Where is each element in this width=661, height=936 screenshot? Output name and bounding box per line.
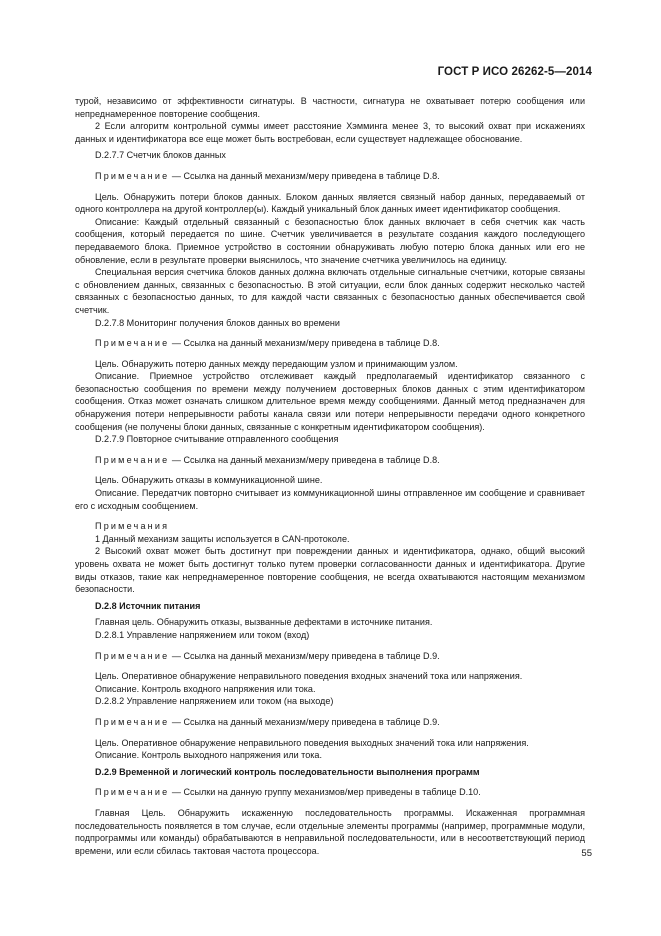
paragraph: Главная цель. Обнаружить отказы, вызванные дефектами в источнике питания. [95,617,433,628]
note-item: 2 Если алгоритм контрольной суммы имеет расстояние Хэмминга менее 3, то высокий охват при искажениях данных и идентификатора все еще может быть востребован, если существует надлежащее обоснование. [75,121,585,144]
note [75,786,585,799]
paragraph: Специальная версия счетчика блоков данных должна включать отдельные сигнальные счетчики, которые связаны с обновлением данных, связанных с безопасностью. В этой ситуации, если блок данных содержит несколько частей связанных с безопасностью данных, то для каждой части связанных с безопасностью данных обеспечивается свой счетчик. [75,267,585,315]
note-text: — Ссылка на данный механизм/меру приведена в таблице D.8. [169,338,440,349]
note [75,170,585,183]
note-text: — Ссылка на данный механизм/меру приведена в таблице D.9. [169,650,440,661]
note-label: Примечание [95,787,170,798]
subsection-heading: D.2.7.7 Счетчик блоков данных [95,150,226,161]
note-label: Примечание [95,716,170,727]
note-label: Примечание [95,454,170,465]
note-label: Примечание [95,338,170,349]
paragraph: Описание. Контроль выходного напряжения или тока. [95,750,322,761]
note-text: — Ссылка на данный механизм/меру приведена в таблице D.9. [169,716,440,727]
paragraph: Главная Цель. Обнаружить искаженную последовательность программы. Искаженная программная последовательность появляется в том случае, если отдельные элементы программы (например, программные модули, подпрограммы или команды) обрабатываются в неправильной последовательности, или в несоответствующий период времени, или если сбилась тактовая частота процессора. [75,807,585,856]
section-heading: D.2.8 Источник питания [95,600,201,611]
notes-label: Примечания [95,521,170,532]
note-item: 2 Высокий охват может быть достигнут при повреждении данных и идентификатора, однако, общий высокий уровень охвата не может быть достигнут только путем проверки согласованности данных и идентификатора. Другие виды отказов, такие как непреднамеренное повторение сообщения, не всегда охватываются настоящим механизмом безопасности. [75,546,585,595]
note-label: Примечание [95,650,170,661]
note [75,716,585,729]
note-item: 1 Данный механизм защиты используется в CAN-протоколе. [95,533,350,544]
paragraph: Описание. Приемное устройство отслеживает каждый предполагаемый идентификатор связанного с безопасностью сообщения по времени между получением достоверных блоков данных с этим идентификатором сообщения. Отказ может означать слишком длительное время между сообщениями. Данный метод предназначен для обнаружения потери непрерывности работы канала связи или потери непрерывности передачи одного конкретного сообщения (не получены блоки данных, связанные с конкретным идентификатором сообщения). [75,371,585,432]
paragraph: Описание. Передатчик повторно считывает из коммуникационной шины отправленное им сообщение и сравнивает его с исходным сообщением. [75,488,585,511]
document-header: ГОСТ Р ИСО 26262-5—2014 [437,66,592,78]
note-label: Примечание [95,170,170,181]
note [75,337,585,350]
paragraph: Цель. Оперативное обнаружение неправильного поведения выходных значений тока или напряжения. [95,737,529,748]
note [75,650,585,663]
subsection-heading: D.2.7.8 Мониторинг получения блоков данных во времени [95,317,340,328]
subsection-heading: D.2.8.1 Управление напряжением или током (вход) [95,629,310,640]
paragraph: Цель. Обнаружить потери блоков данных. Блоком данных является связный набор данных, передаваемый от одного контроллера на другой контроллер(ы). Каждый уникальный блок данных имеет идентификатор сообщения. [75,191,585,215]
paragraph: турой, независимо от эффективности сигнатуры. В частности, сигнатура не охватывает потерю сообщения или непреднамеренное повторение сообщения. [75,96,585,119]
document-body [75,95,585,857]
paragraph: Цель. Обнаружить потерю данных между передающим узлом и принимающим узлом. [95,358,458,369]
paragraph: Цель. Оперативное обнаружение неправильного поведения входных значений тока или напряжения. [95,671,523,682]
note-text: — Ссылка на данный механизм/меру приведена в таблице D.8. [169,454,440,465]
section-heading: D.2.9 Временной и логический контроль последовательности выполнения программ [95,766,480,777]
notes-heading [75,520,585,533]
paragraph: Цель. Обнаружить отказы в коммуникационной шине. [95,475,323,486]
subsection-heading: D.2.8.2 Управление напряжением или током (на выходе) [95,696,334,707]
paragraph: Описание. Контроль входного напряжения или тока. [95,683,316,694]
paragraph: Описание: Каждый отдельный связанный с безопасностью блок данных включает в себя счетчик как часть сообщения, который передается по шине. Счетчик увеличивается в результате создания каждого последующего передаваемого блока. Приемное устройство в состоянии обнаруживать любую потерю блока данных или его не обновление, если в результате проверки выяснилось, что значение счетчика увеличилось на единицу. [75,216,585,265]
note [75,454,585,467]
note-text: — Ссылка на данный механизм/меру приведена в таблице D.8. [169,170,440,181]
page-number: 55 [581,848,592,859]
note-text: — Ссылки на данную группу механизмов/мер приведены в таблице D.10. [169,787,481,798]
subsection-heading: D.2.7.9 Повторное считывание отправленного сообщения [95,434,339,445]
